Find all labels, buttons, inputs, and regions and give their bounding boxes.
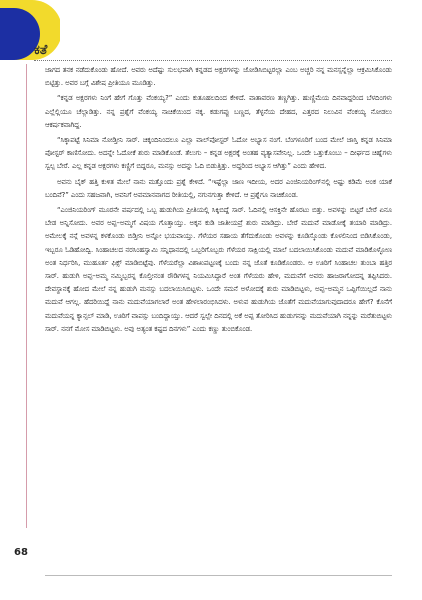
paragraph-5: “ಎಂಜಿನಿಯರಿಂಗ್ ಮೂರನೇ ವರ್ಷದಲ್ಲಿ ಒಬ್ಬ ಹುಡುಗಿಯ ಪ್ರೀತಿಯಲ್ಲಿ ಸಿಕ್ಕಿಬಿದ್ದೆ ಸಾರ್. ಓದಿನಲ್ಲಿ ಆಸಕ್ತಿನೇ ಹೊರಟು ಬಿತ್ತು. ಅವಳನ್ನು ಬಿಟ್ಟರೆ ಬೇರೆ ಏನೂ ಬೇಡ ಅನ್ನಿಸೋದು. ಅವರ ಅಪ್ಪ–ಅಮ್ಮಗೆ ವಿಷಯ ಗೊತ್ತಾಯ್ತು. ಅಕ್ಕನ ಕುಡಿ ಜಾತೀಯವ್ರೆ ಶುರು ಮಾಡಿದ್ರು. ಬೇರೆ ಮದುವೆ ಮಾಡೋಕ್ಕೆ ತಯಾರಿ ಮಾಡಿದ್ರು. ಅಮೇಲಕ್ಕೆ ನನ್ಗೆ ಅವಳನ್ನ ಕಳಕೊಂಡು ಬಿಡ್ತೀನಿ ಅನ್ನೋ ಭಯವಾಯ್ತು. ಗೆಳೆಯರ ಸಹಾಯ ತೆಗೆದುಕೊಂಡು ಅವಳನ್ನು ಕೂಡಿಸ್ಕೊಂಡು ಕೊಳಲಿನಿಂದ ಬಿಡಿಸಿಕೊಂಡು, ಇಬ್ಬರೂ ಓಡಿಹೋದ್ವಿ. ಸಿಂಹಾಚಲದ ನರಸಿಂಹಸ್ವಾಮಿ ಸನ್ನಿಧಾನದಲ್ಲಿ ಒಬ್ಬರಿಗೊಬ್ಬರು ಗೆಳೆಯರ ಸಾಕ್ಷಿಯಲ್ಲಿ ಮಾಲೆ ಬದಲಾಯಿಸಿಕೊಂಡು ಮದುವೆ ಮಾಡಿಕೊಳ್ಳೋಣ ಅಂತ ನಿರ್ಧರಿಸಿ, ಮುಹೂರ್ತ ಫಿಕ್ಸ್ ಮಾಡಿಬಿಟ್ಟೆವು. ಗೆಳೆಯರೆಲ್ಲಾ ವಿಶಾಖಪಟ್ಟಣಕ್ಕೆ ಬಂದು ನನ್ನ ಜೊತೆ ಕೂಡಿಕೊಂಡರು. ಆ ಊರಿಗೆ ಸಿಂಹಾಚಲ ತುಂಬಾ ಹತ್ತಿರ ಸಾರ್. ಹುಡುಗಿ ಅಪ್ಪ–ಅಮ್ಮ ನಮ್ಮಿಬ್ಬರನ್ನ ಕೊಲ್ತೀನಂತ ರೌಡಿಗಳನ್ನ ನಿಯಮಿಸಿದ್ದಾರೆ ಅಂತ ಗೆಳೆಯರು ಹೇಳಿ, ಮದುವೆಗೆ ಅವರು ಹಾಜರಾಗೋದನ್ನ ತಪ್ಪಿಸಿದರು. ದೇವಸ್ಥಾನಕ್ಕೆ ಹೋದ ಮೇಲೆ ನನ್ನ ಹುಡುಗಿ ಮನಸ್ಸು ಬದಲಾಯಿಸಿಬಿಟ್ಟಳು. ಒಂದೇ ಸಮನೆ ಅಳೋದಕ್ಕೆ ಶುರು ಮಾಡಿಬಿಟ್ಟಳು, ಅಪ್ಪ–ಅಮ್ಮನ ಒಪ್ಪಿಗೆಯಿಲ್ಲದೆ ನಾನು ಮದುವೆ ಆಗಲ್ಲ. ಹೆದರಿಯಿದ್ದೆ ನಾನು ಮದುವೆಯಾಗಲಾರೆ ಅಂತ ಹೇಳಲಾರಂಭಿಸಿದಳು. ಅಳುವ ಹುಡುಗಿಯ ಜೊತೆಗೆ ಮದುವೆಯಾಗುವುದಾದರೂ ಹೇಗೆ? ಕೊನೆಗೆ ಮದುವೆಯನ್ನ ಕ್ಯಾನ್ಸಲ್ ಮಾಡಿ, ಊರಿಗೆ ವಾಪಸ್ಸು ಬಂದಿದ್ದಾಯ್ತು. ಆದರೆ ಸ್ವಲ್ಪೇ ದಿನದಲ್ಲಿ ಅಕೆ ಅಪ್ಪ ತೋರಿಸಿದ ಹುಡುಗನನ್ನು ಮದುವೆಯಾಗಿ ನನ್ನನ್ನು ಮರೆತುಬಿಟ್ಟಳು ಸಾರ್. ನನಗೆ ಮೋಸ ಮಾಡಿಬಿಟ್ಟಳು. ಅವು ಅತ್ಯಂತ ಕಷ್ಟದ ದಿನಗಳು” ಎಂದು ಕಣ್ಣು ತುಂಬಿಕೊಂಡ. bbox=[45, 206, 392, 333]
paragraph-4: ಅವನು ಬೈಕ್ ಹತ್ತಿ ಕುಳಿತ ಮೇಲೆ ನಾನು ಮತ್ತೊಂದು ಪ್ರಶ್ನೆ ಕೇಳಿದೆ. “ಇಷ್ಟೆಲ್ಲಾ ಜಾಣ ಇದೀಯ, ಅದರ ಎಂಜಿನಿಯರಿಂಗ್‌ನಲ್ಲಿ ಅಷ್ಟು ಕಡಿಮೆ ಅಂಕ ಯಾಕೆ ಬಂದಿವೆ?” ಎಂದು ಸಹಜವಾಗಿ, ಅವನಿಗೆ ಅವಮಾನವಾಗದ ರೀತಿಯಲ್ಲಿ, ನಗುನಗುತ್ತಾ ಕೇಳಿದೆ. ಆ ಪ್ರಶ್ನೆಗೂ ನಾಚಿಕೊಂಡ. bbox=[45, 177, 392, 199]
header-divider bbox=[34, 60, 392, 61]
margin-rule bbox=[26, 64, 27, 528]
footer-divider bbox=[45, 575, 392, 576]
page-number: 68 bbox=[14, 547, 28, 558]
article-body bbox=[45, 64, 392, 336]
paragraph-2: “ಕನ್ನಡ ಅಕ್ಷರಗಳು ನಿಂಗೆ ಹೇಗೆ ಗೊತ್ತು ವೆಂಕಯ್ಯ?” ಎಂದು ಕುತೂಹಲದಿಂದ ಕೇಳಿದೆ. ವಾತಾವರಣ ತಣ್ಣಗಿತ್ತು. ಹುಣ್ಣಿಮೆಯ ದಿನವಾದ್ದರಿಂದ ಬೆಳದಿಂಗಳು ಎಲ್ಲೆಲ್ಲಿಯೂ ಚೆಲ್ಲಾಡಿತ್ತು. ನನ್ನ ಪ್ರಶ್ನೆಗೆ ವೆಂಕಯ್ಯ ನಾಚಿಕೆಯಿಂದ ನಕ್ಕ. ಕಡುಗಪ್ಪು ಬಣ್ಣದ, ತೆಳ್ಳನೆಯ ದೇಹದ, ಎತ್ತರದ ನಿಲುವಿನ ವೆಂಕಯ್ಯ ನೋಡಲು ಆಕರ್ಷಕವಾಗಿದ್ದ. bbox=[45, 94, 392, 129]
paragraph-3: “ಸಿಕ್ಕಾಪಟ್ಟೆ ಸಿನಿಮಾ ನೋಡ್ತೀನಿ ಸಾರ್. ಚಿಕ್ಕಂದಿನಿಂದಲೂ ಎಲ್ಲಾ ವಾಲ್‌ಪೋಸ್ಟರ್ ಓದೋ ಅಭ್ಯಾಸ ನಂಗೆ. ಬೆಂಗಳೂರಿಗೆ ಬಂದ ಮೇಲೆ ಜಾಸ್ತಿ ಕನ್ನಡ ಸಿನಿಮಾ ಪೋಸ್ಟರ್ ಕಾಣಿಸೋದು. ಅದನ್ನೇ ಓದೋಕೆ ಶುರು ಮಾಡಿಕೊಂಡೆ. ತೆಲುಗು – ಕನ್ನಡ ಅಕ್ಷರಕ್ಕೆ ಅಂತಹ ವ್ಯತ್ಯಾಸವೇನಿಲ್ಲ. ಒಂದೇ ಒತ್ತುಕೊಂಬು – ದೀರ್ಘದ ಚಿಹ್ನೆಗಳು ಸ್ವಲ್ಪ ಬೇರೆ. ಎಲ್ಲ ಕನ್ನಡ ಅಕ್ಷರಗಳು ಕಣ್ಣಿಗೆ ಬಿದ್ದರೂ, ಮನಸ್ಸು ಅದನ್ನು ಓದಿ ಬಿಡುತ್ತಿತ್ತು. ಅದ್ದರಿಂದ ಅಭ್ಯಾಸ ಆಗಿತ್ತು” ಎಂದು ಹೇಳಿದ. bbox=[45, 136, 392, 171]
section-label: ಕತೆ bbox=[34, 43, 48, 58]
paragraph-1: ಜಾಗದ ತನಕ ನಡೆದುಕೊಂಡು ಹೋದೆ. ಅವರು ಅದೆಷ್ಟು ಸುಲಭವಾಗಿ ಕನ್ನಡದ ಅಕ್ಷರಗಳನ್ನು ಜೋಡಿಸಿಬಿಟ್ಟರಲ್ಲಾ ಎಂಬ ಅಚ್ಚರಿ ನನ್ನ ಮನಸ್ಸನ್ನೆಲ್ಲಾ ಆಕ್ರಮಿಸಿಕೊಂಡು ಬಿಟ್ಟಿತ್ತು. ಅವರ ಬಗ್ಗೆ ವಿಶೇಷ ಪ್ರೀತಿಯೂ ಮೂಡಿತ್ತು. bbox=[45, 66, 392, 88]
